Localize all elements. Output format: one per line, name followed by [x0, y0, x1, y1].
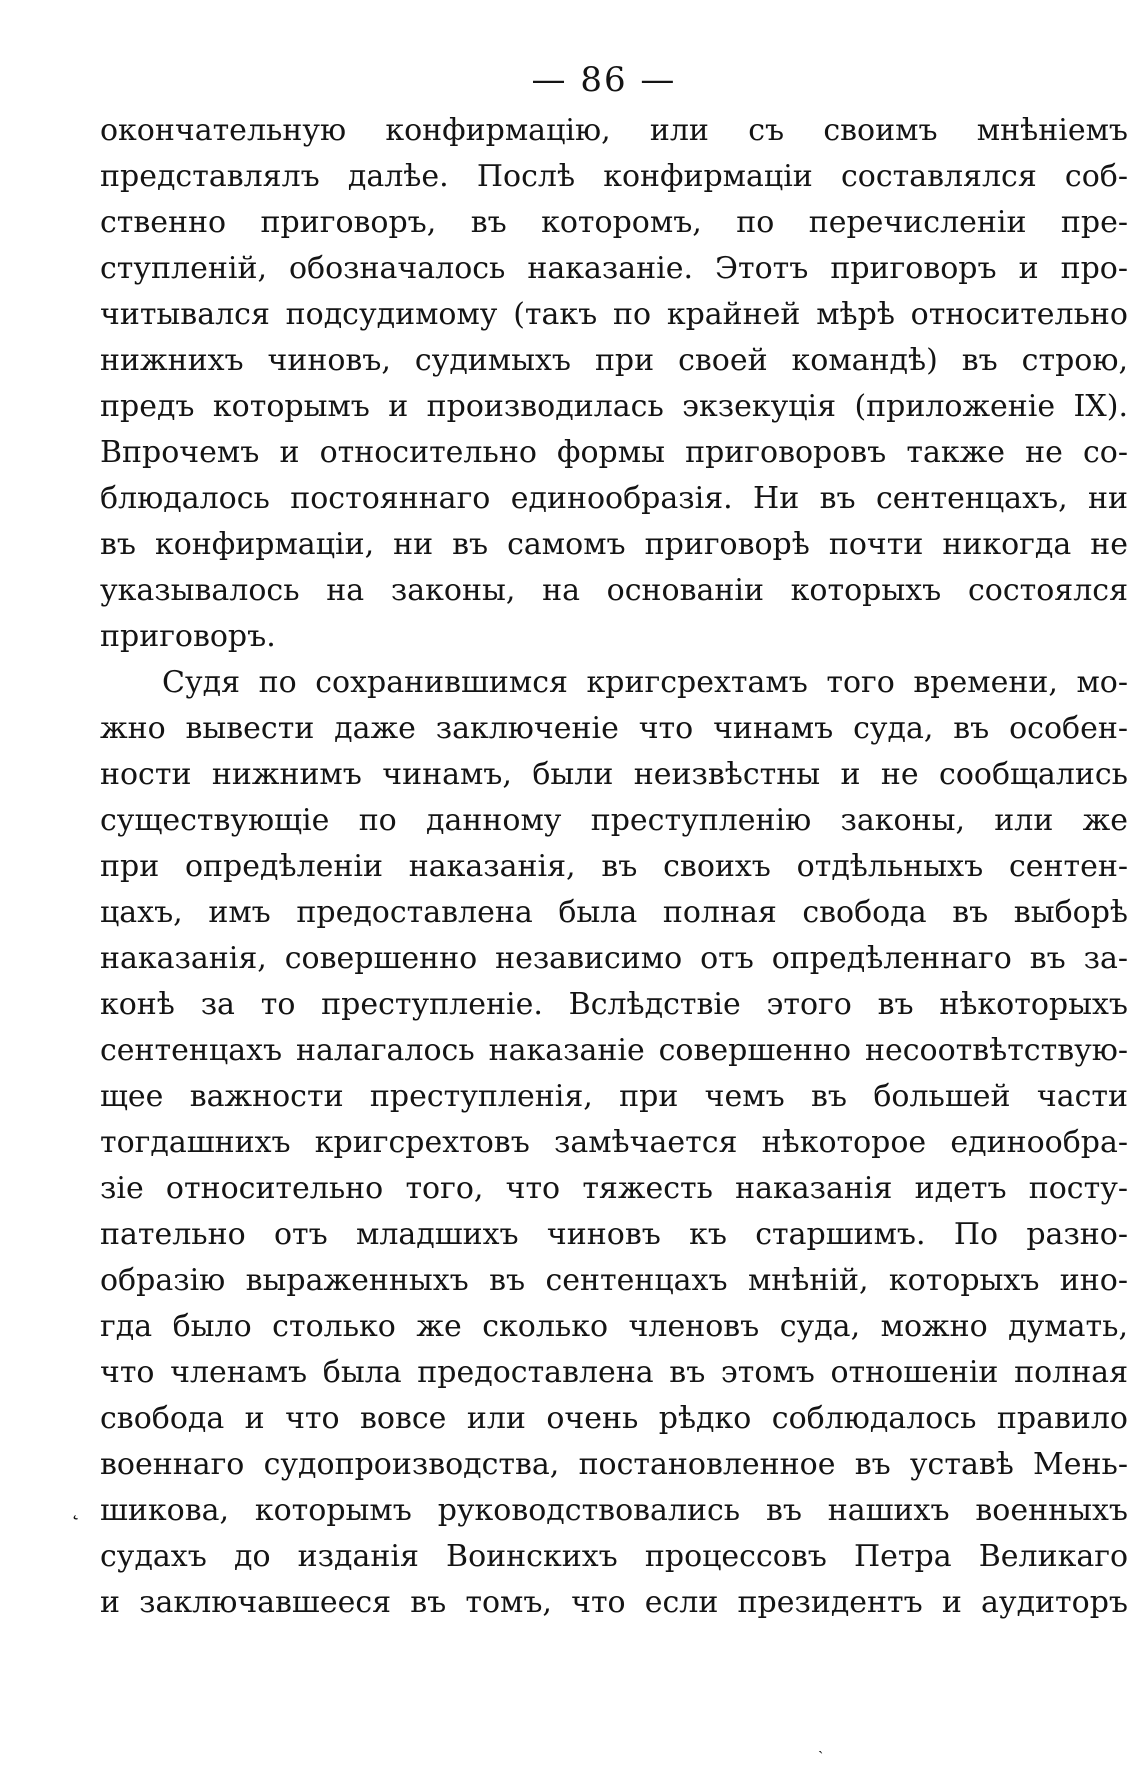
text-line: Впрочемъ и относительно формы приговоровъ также не со- [100, 435, 1128, 470]
text-line: судахъ до изданія Воинскихъ процессовъ Петра Великаго [100, 1539, 1128, 1574]
text-line: свобода и что вовсе или очень рѣдко соблюдалось правило [100, 1401, 1128, 1436]
page-number: — 86 — [531, 60, 677, 100]
text-line: военнаго судопроизводства, постановленное въ уставѣ Мень- [100, 1447, 1128, 1482]
text-line: предъ которымъ и производилась экзекуція (приложеніе IX). [100, 389, 1128, 424]
text-line: что членамъ была предоставлена въ этомъ отношеніи полная [100, 1355, 1128, 1390]
text-line: пательно отъ младшихъ чиновъ къ старшимъ. По разно- [100, 1217, 1128, 1252]
margin-mark: ˛ [70, 1496, 81, 1521]
text-line: щее важности преступленія, при чемъ въ большей части [100, 1079, 1128, 1114]
text-line: въ конфирмаціи, ни въ самомъ приговорѣ почти никогда не [100, 527, 1128, 562]
text-line: читывался подсудимому (такъ по крайней мѣрѣ относительно [100, 297, 1128, 332]
text-line: существующіе по данному преступленію законы, или же [100, 803, 1128, 838]
text-line: ственно приговоръ, въ которомъ, по перечисленіи пре- [100, 205, 1128, 240]
text-line: зіе относительно того, что тяжесть наказанія идетъ посту- [100, 1171, 1128, 1206]
text-line: и заключавшееся въ томъ, что если президентъ и аудиторъ [100, 1585, 1128, 1620]
paragraph-1 [100, 108, 1128, 660]
text-line: приговоръ. [100, 619, 276, 654]
text-line: нижнихъ чиновъ, судимыхъ при своей командѣ) въ строю, [100, 343, 1128, 378]
text-line: ступленій, обозначалось наказаніе. Этотъ приговоръ и про- [100, 251, 1128, 286]
text-line: гда было столько же сколько членовъ суда, можно думать, [100, 1309, 1128, 1344]
text-line: блюдалось постояннаго единообразія. Ни въ сентенцахъ, ни [100, 481, 1128, 516]
text-line: при опредѣленіи наказанія, въ своихъ отдѣльныхъ сентен- [100, 849, 1128, 884]
text-line: окончательную конфирмацію, или съ своимъ мнѣніемъ [100, 113, 1128, 148]
bottom-mark: ˎ [818, 1735, 824, 1754]
document-page [100, 58, 1128, 1626]
text-line: Судя по сохранившимся кригсрехтамъ того времени, мо- [162, 665, 1128, 700]
paragraph-2 [100, 660, 1128, 1626]
text-line: тогдашнихъ кригсрехтовъ замѣчается нѣкоторое единообра- [100, 1125, 1128, 1160]
text-line: указывалось на законы, на основаніи которыхъ состоялся [100, 573, 1128, 608]
text-line: жно вывести даже заключеніе что чинамъ суда, въ особен- [100, 711, 1128, 746]
text-line: цахъ, имъ предоставлена была полная свобода въ выборѣ [100, 895, 1128, 930]
text-line: образію выраженныхъ въ сентенцахъ мнѣній, которыхъ ино- [100, 1263, 1128, 1298]
text-line: представлялъ далѣе. Послѣ конфирмаціи составлялся соб- [100, 159, 1128, 194]
text-line: наказанія, совершенно независимо отъ опредѣленнаго въ за- [100, 941, 1128, 976]
text-line: конѣ за то преступленіе. Вслѣдствіе этого въ нѣкоторыхъ [100, 987, 1128, 1022]
text-line: ности нижнимъ чинамъ, были неизвѣстны и не сообщались [100, 757, 1128, 792]
text-line: сентенцахъ налагалось наказаніе совершенно несоотвѣтствую- [100, 1033, 1128, 1068]
text-line: шикова, которымъ руководствовались въ нашихъ военныхъ [100, 1493, 1128, 1528]
